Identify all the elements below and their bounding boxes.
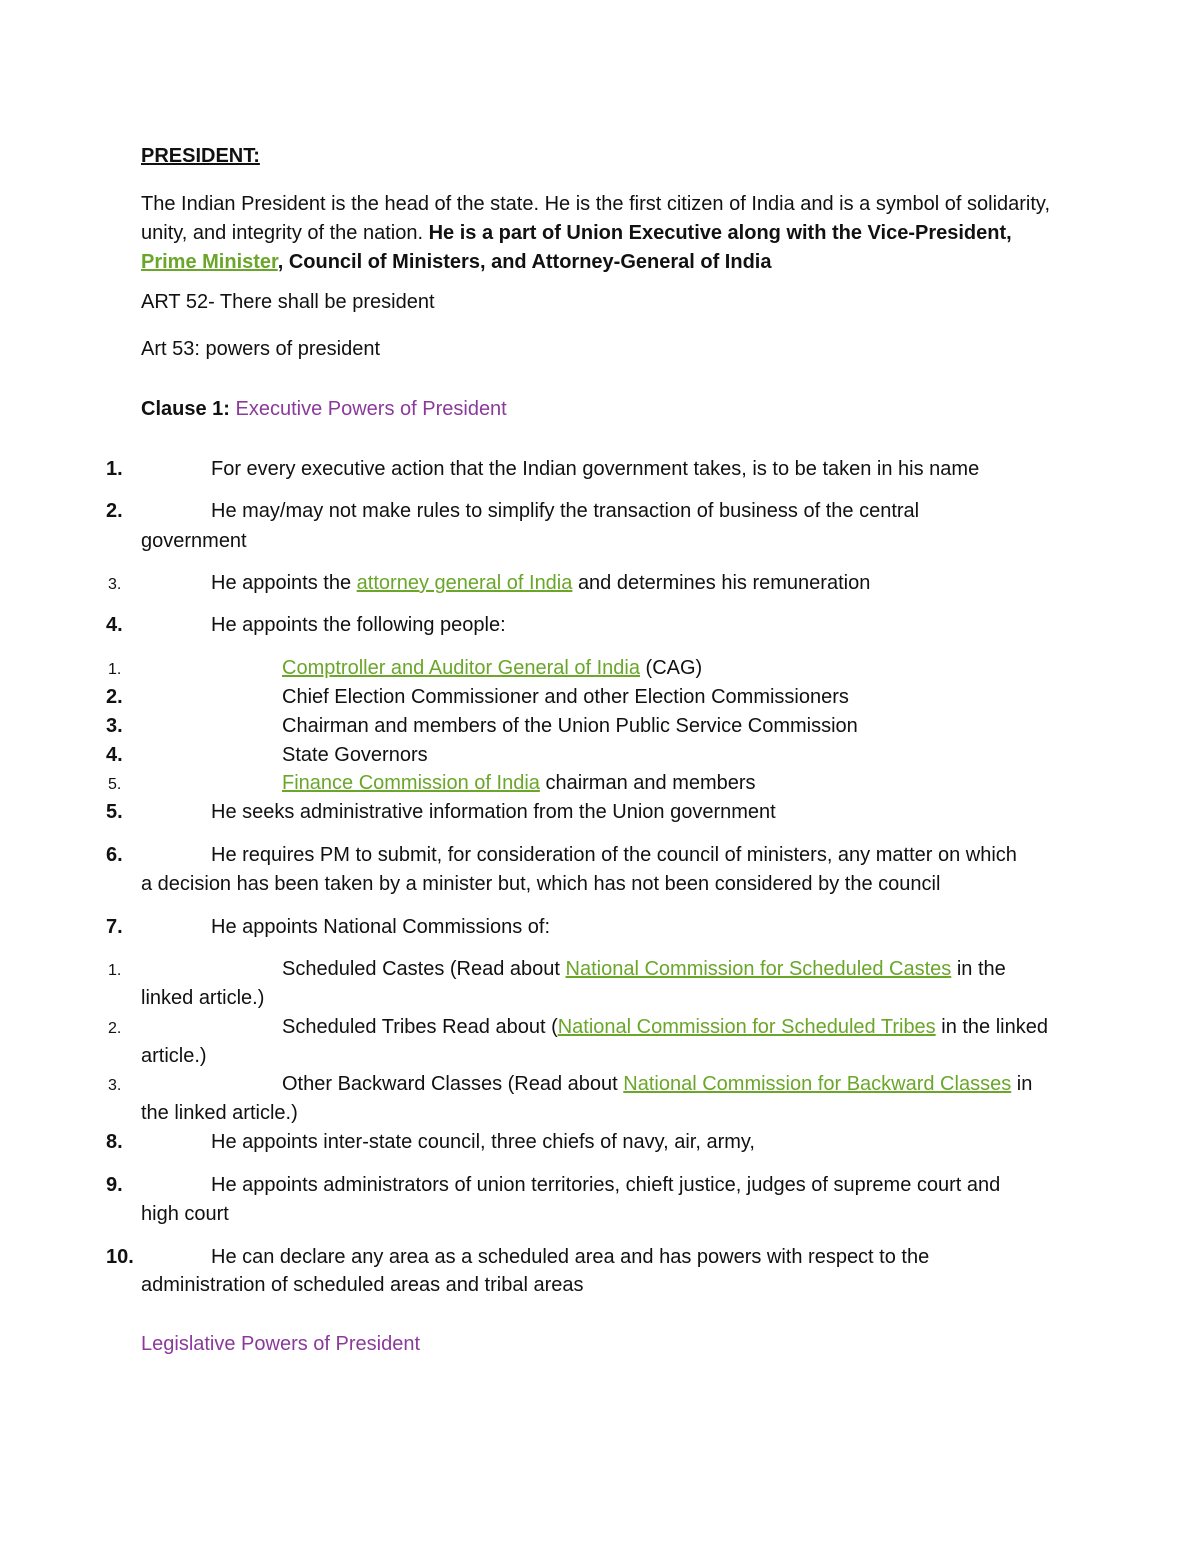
sub-list-item: Chief Election Commissioner and other Election Commissioners [282, 686, 849, 708]
list-item-text: For every executive action that the Indian government takes, is to be taken in his name [211, 458, 980, 480]
sub-list-number: 3. [106, 715, 123, 737]
sub-list-item [282, 772, 756, 795]
prime-minister-link[interactable]: Prime Minister [141, 251, 278, 273]
sub-list-item-pre: Other Backward Classes (Read about [282, 1073, 618, 1095]
attorney-general-link[interactable]: attorney general of India [356, 572, 573, 594]
list-item-text: He appoints administrators of union territories, chieft justice, judges of supreme court and [211, 1174, 1001, 1196]
sub-list-item: Chairman and members of the Union Public Service Commission [282, 715, 858, 737]
sub-list-item-continuation: linked article.) [141, 987, 265, 1009]
art-52-line: ART 52- There shall be president [141, 291, 435, 313]
sub-list-number: 5. [108, 776, 122, 793]
legislative-powers-heading: Legislative Powers of President [141, 1333, 421, 1355]
list-item-continuation: government [141, 530, 247, 552]
sub-list-item-pre: Scheduled Tribes Read about ( [282, 1016, 558, 1038]
sub-list-number: 3. [108, 1077, 122, 1094]
sub-list-number: 1. [108, 661, 122, 678]
sub-list-item-pre: Scheduled Castes (Read about [282, 958, 560, 980]
intro-plain-text: The Indian President is the head of the state. He is the first citizen of India and is a symbol of solidarity, unity, and integrity of the nation. [141, 193, 1050, 244]
list-number: 10. [106, 1246, 134, 1268]
clause-1-heading [141, 398, 507, 421]
sub-list-number: 2. [106, 686, 123, 708]
list-item-text: He appoints the following people: [211, 614, 506, 636]
bc-commission-link[interactable]: National Commission for Backward Classes [623, 1073, 1012, 1095]
sub-list-item-post: in the [956, 958, 1006, 980]
list-number: 9. [106, 1174, 123, 1196]
sub-list-item-post: in [1016, 1073, 1033, 1095]
list-number: 7. [106, 916, 123, 938]
sub-list-item [282, 1073, 1032, 1096]
list-item-text [211, 572, 870, 595]
finance-commission-link[interactable]: Finance Commission of India [282, 772, 540, 794]
sub-list-item-post: in the linked [941, 1016, 1048, 1038]
sub-list-item [282, 1016, 1048, 1039]
list-item-text: He requires PM to submit, for consideration of the council of ministers, any matter on which [211, 844, 1017, 866]
sc-commission-link[interactable]: National Commission for Scheduled Castes [565, 958, 952, 980]
list-number: 2. [106, 500, 123, 522]
list-item-pre: He appoints the [211, 572, 352, 594]
list-number: 6. [106, 844, 123, 866]
art-53-line: Art 53: powers of president [141, 338, 381, 360]
sub-list-number: 4. [106, 744, 123, 766]
list-number: 8. [106, 1131, 123, 1153]
sub-list-item-post: (CAG) [645, 657, 703, 679]
intro-paragraph [141, 190, 1061, 277]
intro-bold-text-end: , Council of Ministers, and Attorney-General of India [277, 251, 772, 273]
list-item-text: He may/may not make rules to simplify the transaction of business of the central [211, 500, 920, 522]
list-item-continuation: high court [141, 1203, 229, 1225]
sub-list-item-continuation: article.) [141, 1045, 207, 1067]
sub-list-item-post: chairman and members [545, 772, 756, 794]
clause-1-label: Clause 1: [141, 398, 230, 420]
list-item-continuation: administration of scheduled areas and tribal areas [141, 1274, 584, 1296]
sub-list-item [282, 657, 702, 680]
list-number: 1. [106, 458, 123, 480]
list-item-continuation: a decision has been taken by a minister but, which has not been considered by the council [141, 873, 941, 895]
list-number: 5. [106, 801, 123, 823]
list-number: 4. [106, 614, 123, 636]
list-item-text: He can declare any area as a scheduled area and has powers with respect to the [211, 1246, 930, 1268]
sub-list-item-continuation: the linked article.) [141, 1102, 298, 1124]
clause-1-title: Executive Powers of President [235, 398, 507, 420]
sub-list-item [282, 958, 1006, 981]
sub-list-number: 2. [108, 1020, 122, 1037]
list-number: 3. [108, 576, 122, 593]
sub-list-item: State Governors [282, 744, 428, 766]
list-item-text: He seeks administrative information from the Union government [211, 801, 776, 823]
cag-link[interactable]: Comptroller and Auditor General of India [282, 657, 640, 679]
sub-list-number: 1. [108, 962, 122, 979]
page-title: PRESIDENT: [141, 145, 260, 167]
intro-bold-text: He is a part of Union Executive along with the Vice-President, [428, 222, 1012, 244]
list-item-text: He appoints inter-state council, three chiefs of navy, air, army, [211, 1131, 755, 1153]
st-commission-link[interactable]: National Commission for Scheduled Tribes [557, 1016, 936, 1038]
list-item-text: He appoints National Commissions of: [211, 916, 551, 938]
list-item-post: and determines his remuneration [577, 572, 871, 594]
